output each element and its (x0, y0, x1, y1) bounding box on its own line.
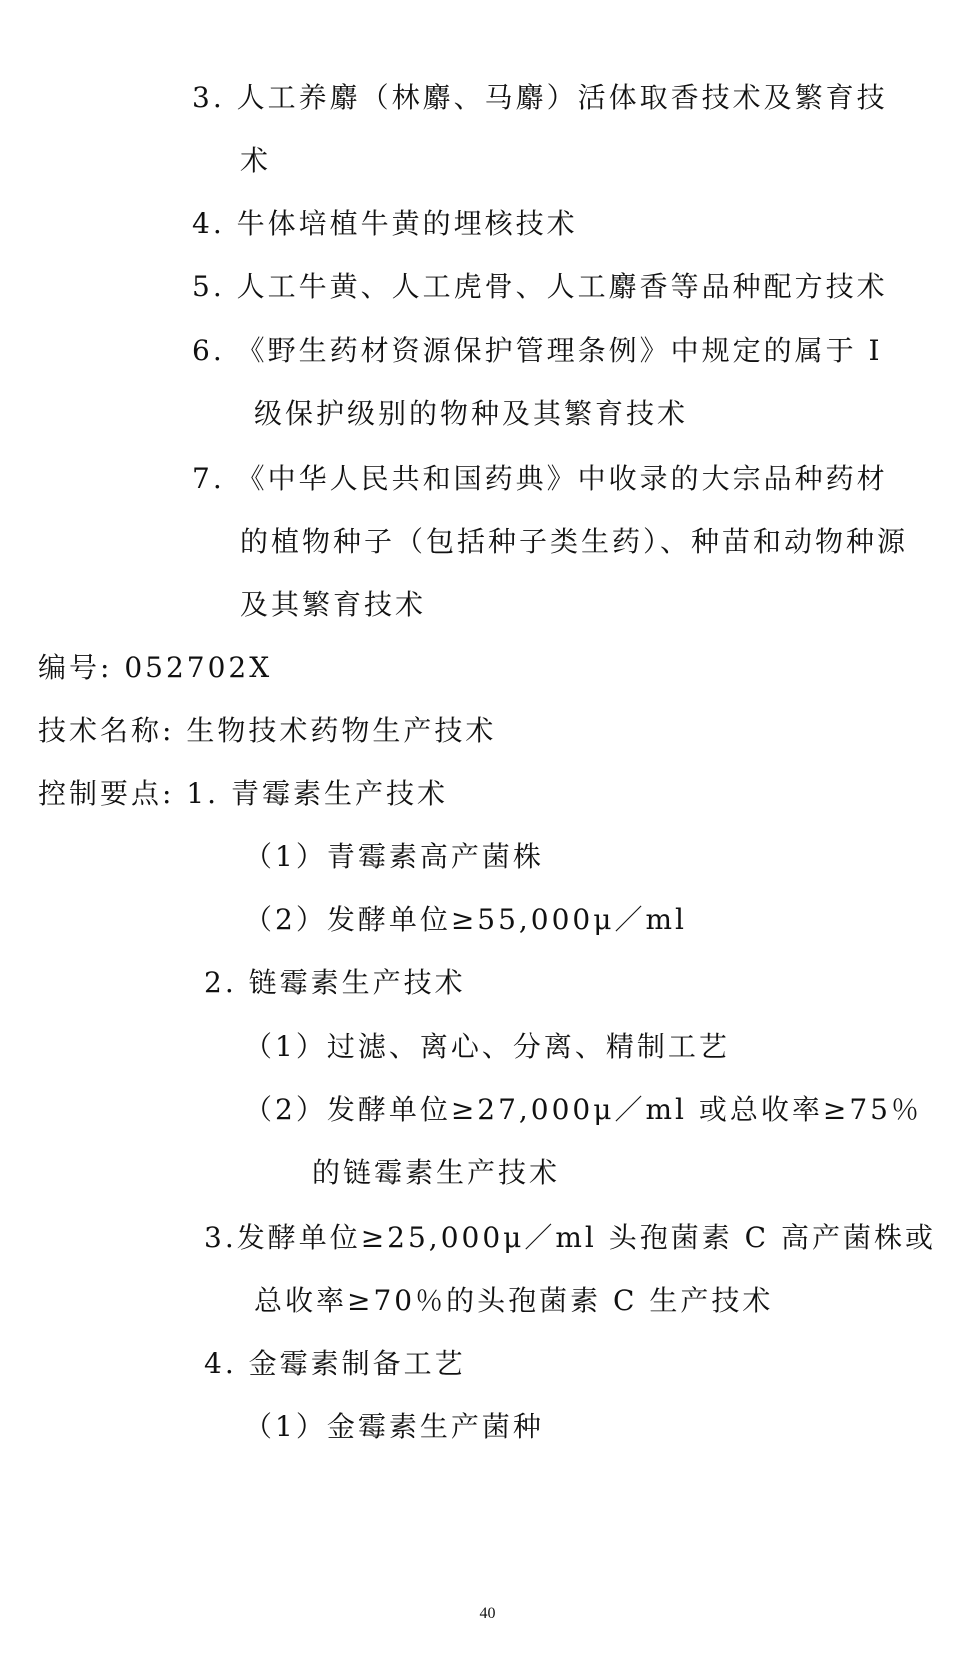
text-line-20: 总收率≥70％的头孢菌素 C 生产技术 (254, 1284, 774, 1317)
text-line-21: 4. 金霉素制备工艺 (204, 1347, 466, 1380)
text-line-17: （2）发酵单位≥27,000μ／ml 或总收率≥75％ (244, 1093, 922, 1126)
text-line-5: 6. 《野生药材资源保护管理条例》中规定的属于 I (192, 334, 883, 367)
text-line-16: （1）过滤、离心、分离、精制工艺 (244, 1030, 730, 1063)
text-line-18: 的链霉素生产技术 (312, 1156, 561, 1189)
text-line-15: 2. 链霉素生产技术 (204, 966, 466, 999)
text-line-1: 3. 人工养麝（林麝、马麝）活体取香技术及繁育技 (192, 81, 888, 114)
control-points-heading: 控制要点: 1. 青霉素生产技术 (38, 777, 448, 810)
record-number: 编号: 052702X (38, 651, 273, 684)
technology-name: 技术名称: 生物技术药物生产技术 (38, 714, 497, 747)
text-line-2: 术 (240, 144, 272, 177)
page-number: 40 (479, 1605, 496, 1622)
text-line-6: 级保护级别的物种及其繁育技术 (254, 397, 689, 430)
text-line-19: 3.发酵单位≥25,000μ／ml 头孢菌素 C 高产菌株或 (204, 1221, 936, 1254)
text-line-14: （2）发酵单位≥55,000μ／ml (244, 903, 687, 936)
text-line-22: （1）金霉素生产菌种 (244, 1410, 544, 1443)
text-line-3: 4. 牛体培植牛黄的埋核技术 (192, 207, 578, 240)
text-line-7: 7. 《中华人民共和国药典》中收录的大宗品种药材 (192, 462, 888, 495)
text-line-8: 的植物种子（包括种子类生药）、种苗和动物种源 (240, 525, 909, 558)
text-line-9: 及其繁育技术 (240, 588, 427, 621)
text-line-13: （1）青霉素高产菌株 (244, 840, 544, 873)
text-line-4: 5. 人工牛黄、人工虎骨、人工麝香等品种配方技术 (192, 270, 888, 303)
